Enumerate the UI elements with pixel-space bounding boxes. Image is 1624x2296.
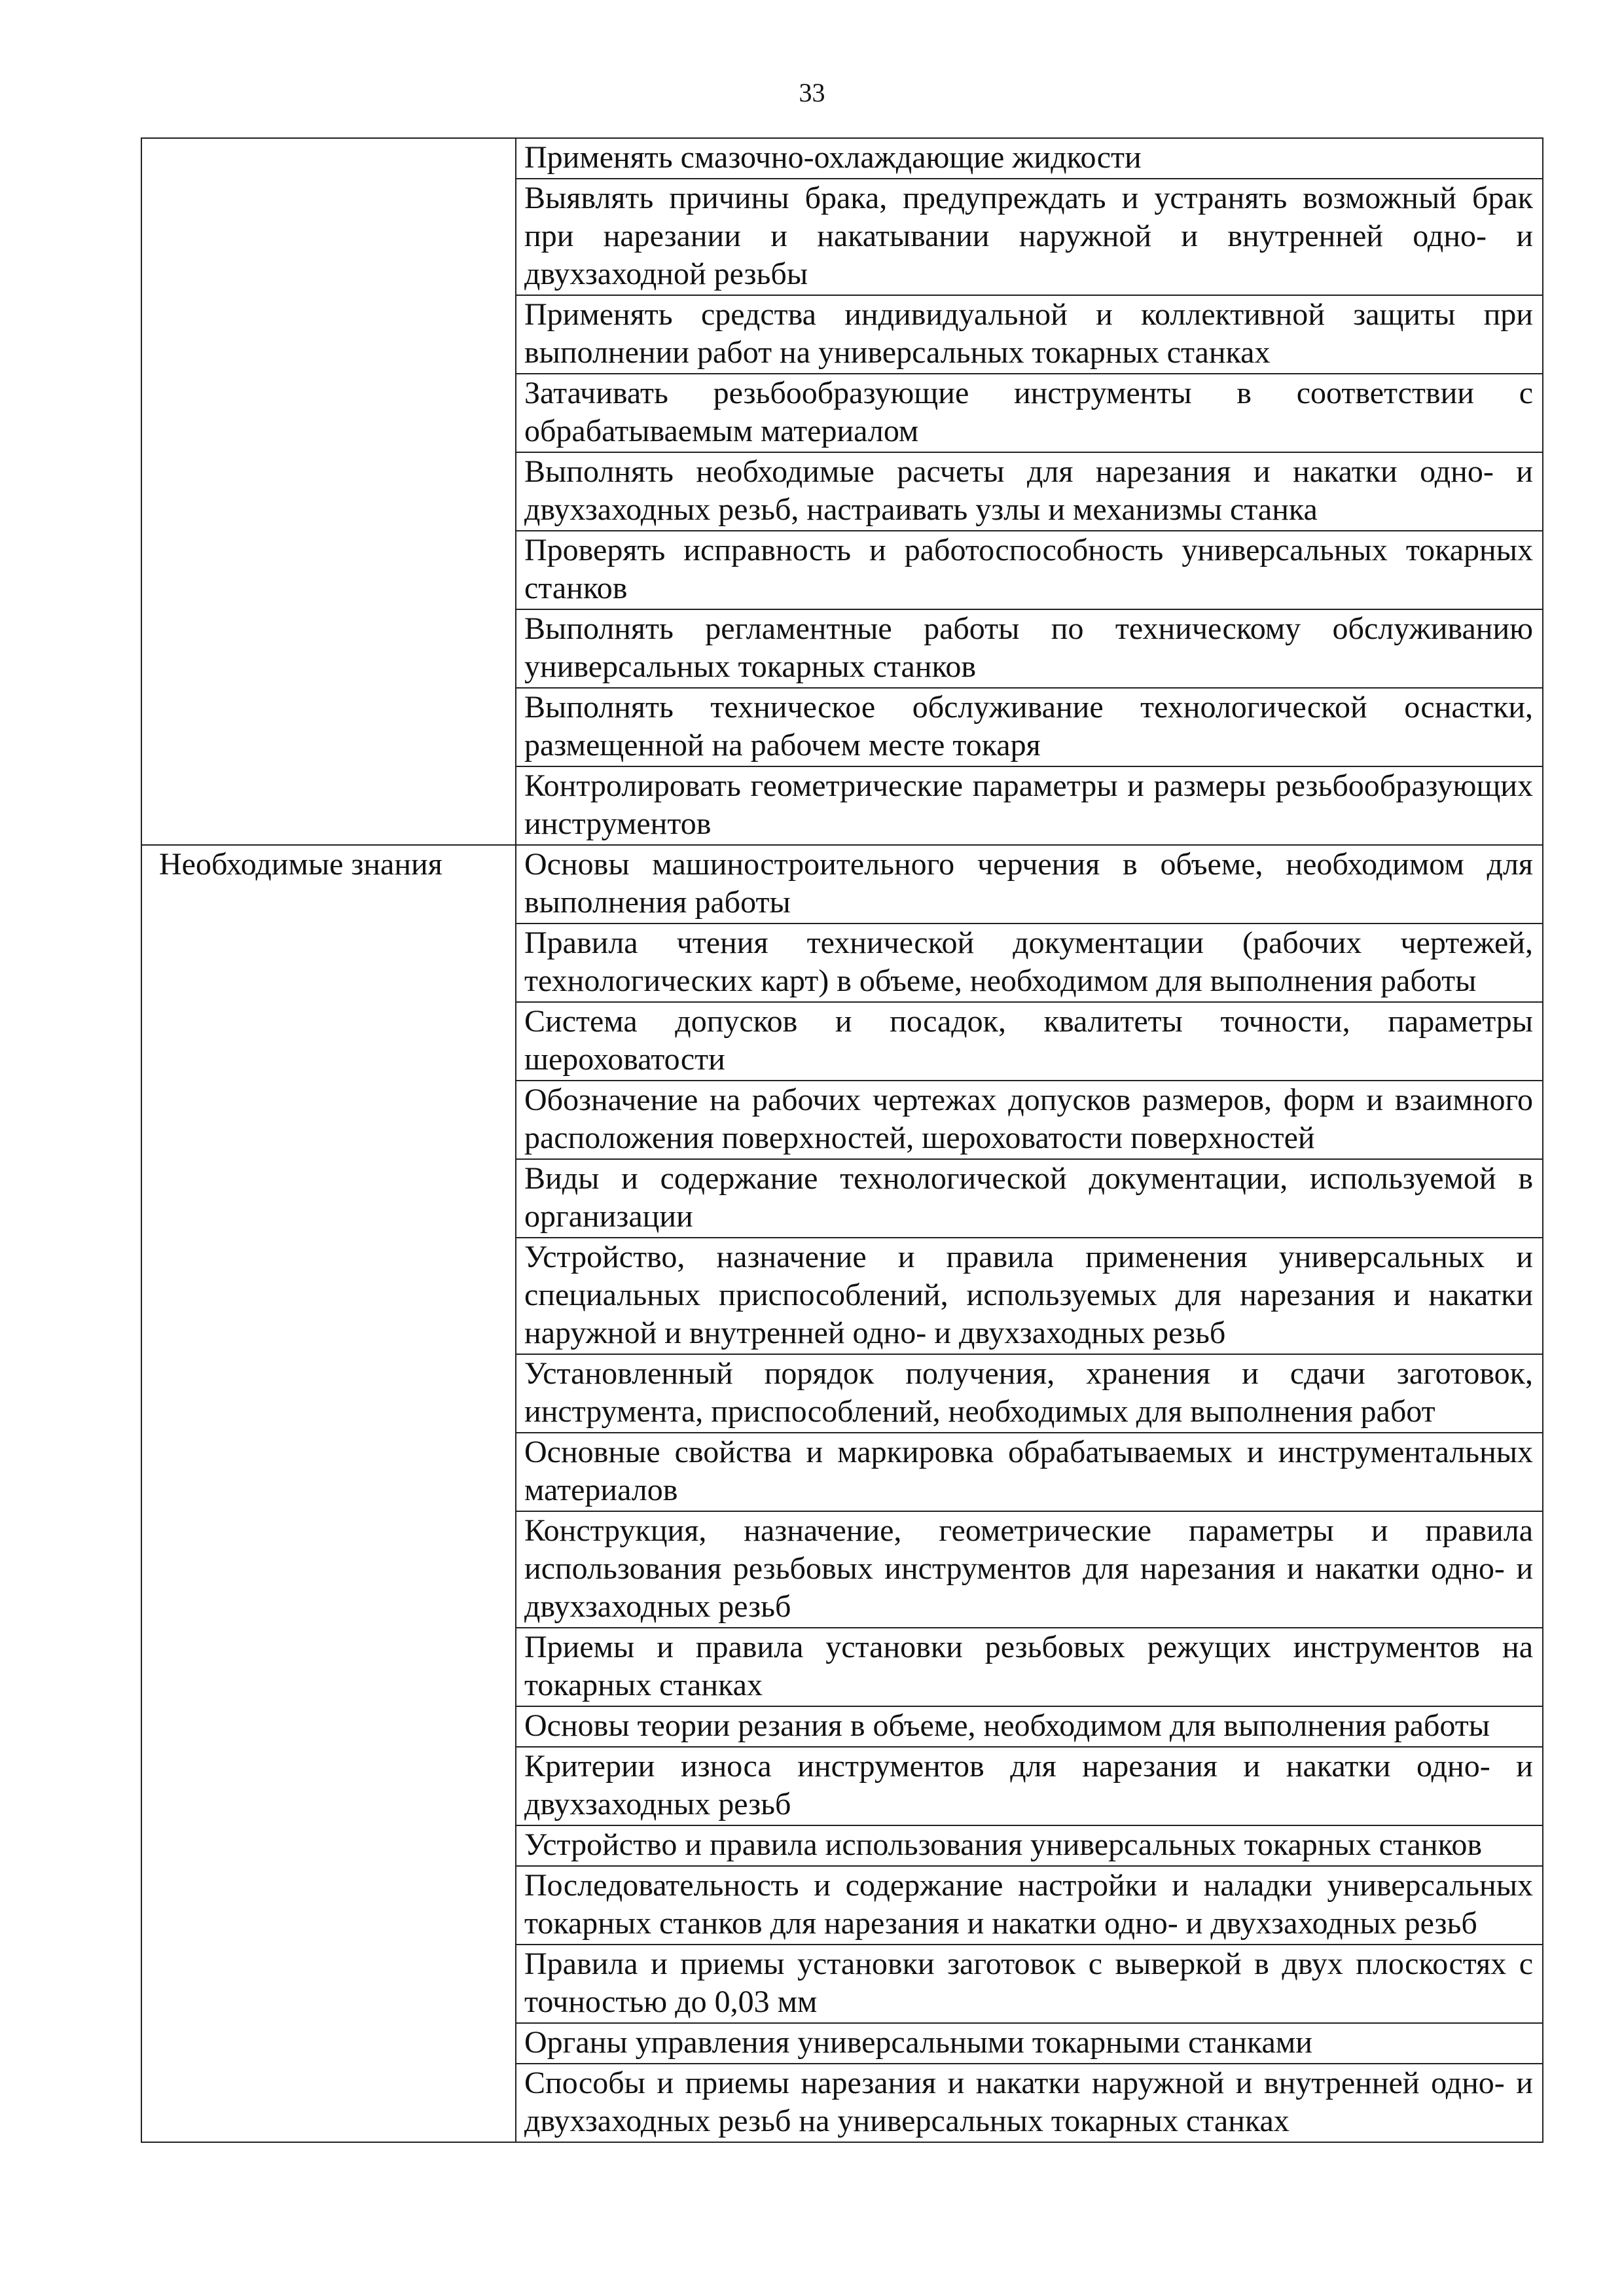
page-number: 33 [799,78,825,107]
section-label-cell [141,138,516,845]
requirement-cell: Правила и приемы установки заготовок с выверкой в двух плоскостях с точностью до 0,03 мм [516,1945,1543,2023]
table-row [141,138,1543,179]
requirement-cell: Органы управления универсальными токарными станками [516,2023,1543,2064]
requirement-cell: Правила чтения технической документации (рабочих чертежей, технологических карт) в объеме, необходимом для выполнения работы [516,924,1543,1002]
requirement-cell: Основные свойства и маркировка обрабатываемых и инструментальных материалов [516,1433,1543,1511]
requirement-cell: Приемы и правила установки резьбовых режущих инструментов на токарных станках [516,1628,1543,1706]
requirement-cell: Затачивать резьбообразующие инструменты в соответствии с обрабатываемым материалом [516,374,1543,452]
requirement-cell: Виды и содержание технологической документации, используемой в организации [516,1159,1543,1238]
requirement-cell: Обозначение на рабочих чертежах допусков размеров, форм и взаимного расположения поверхностей, шероховатости поверхностей [516,1081,1543,1159]
requirement-cell: Последовательность и содержание настройки и наладки универсальных токарных станков для нарезания и накатки одно- и двухзаходных резьб [516,1866,1543,1945]
section-label: Необходимые знания [159,847,442,882]
requirement-cell: Контролировать геометрические параметры и размеры резьбообразующих инструментов [516,766,1543,845]
table-row [141,845,1543,924]
section-label-cell [141,845,516,2142]
requirement-cell: Основы теории резания в объеме, необходимом для выполнения работы [516,1706,1543,1747]
requirement-cell: Выявлять причины брака, предупреждать и устранять возможный брак при нарезании и накатывании наружной и внутренней одно- и двухзаходной резьбы [516,179,1543,295]
requirement-cell: Выполнять необходимые расчеты для нарезания и накатки одно- и двухзаходных резьб, настраивать узлы и механизмы станка [516,452,1543,531]
requirement-cell: Установленный порядок получения, хранения и сдачи заготовок, инструмента, приспособлений, необходимых для выполнения работ [516,1354,1543,1433]
requirement-cell: Способы и приемы нарезания и накатки наружной и внутренней одно- и двухзаходных резьб на универсальных токарных станках [516,2064,1543,2142]
requirement-cell: Выполнять регламентные работы по техническому обслуживанию универсальных токарных станков [516,609,1543,688]
requirement-cell: Основы машиностроительного черчения в объеме, необходимом для выполнения работы [516,845,1543,924]
requirements-table [141,137,1543,2143]
table-body [141,138,1543,2142]
requirement-cell: Устройство и правила использования универсальных токарных станков [516,1825,1543,1866]
requirement-cell: Проверять исправность и работоспособность универсальных токарных станков [516,531,1543,609]
requirement-cell: Система допусков и посадок, квалитеты точности, параметры шероховатости [516,1002,1543,1081]
requirement-cell: Критерии износа инструментов для нарезания и накатки одно- и двухзаходных резьб [516,1747,1543,1825]
requirement-cell: Выполнять техническое обслуживание технологической оснастки, размещенной на рабочем месте токаря [516,688,1543,766]
requirement-cell: Применять средства индивидуальной и коллективной защиты при выполнении работ на универсальных токарных станках [516,295,1543,374]
requirement-cell: Устройство, назначение и правила применения универсальных и специальных приспособлений, используемых для нарезания и накатки наружной и внутренней одно- и двухзаходных резьб [516,1238,1543,1354]
requirement-cell: Применять смазочно-охлаждающие жидкости [516,138,1543,179]
requirement-cell: Конструкция, назначение, геометрические параметры и правила использования резьбовых инструментов для нарезания и накатки одно- и двухзаходных резьб [516,1511,1543,1628]
